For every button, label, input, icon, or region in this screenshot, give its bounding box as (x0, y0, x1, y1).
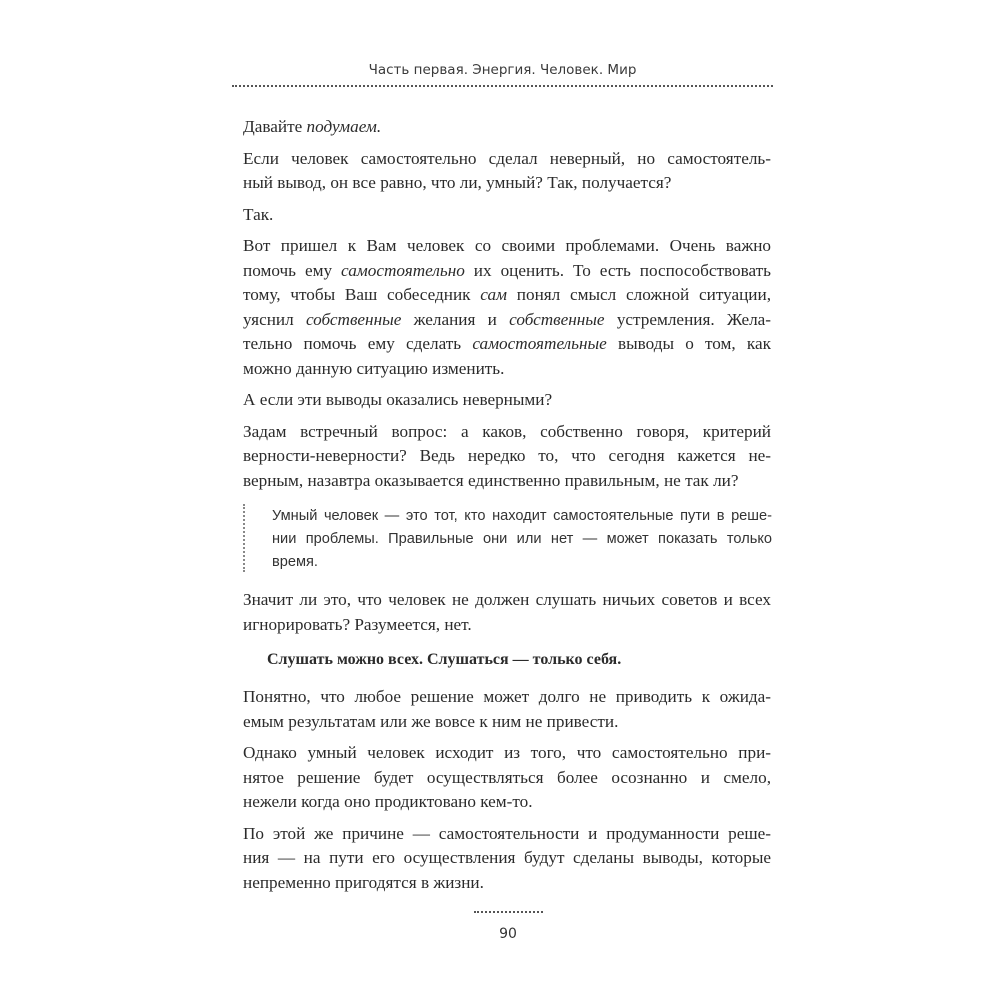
paragraph-line (243, 147, 771, 171)
header-dotted-rule (232, 85, 773, 87)
paragraph-line (243, 283, 771, 307)
page-number: 90 (499, 926, 517, 942)
quote-line (272, 551, 772, 573)
text-span: ния — на пути его осуществления будут сделаны выводы, которые (243, 848, 771, 867)
text-span: ный вывод, он все равно, что ли, умный? Так, получается? (243, 173, 672, 192)
paragraph-line (243, 115, 771, 139)
italic-text: собственные (305, 309, 402, 329)
paragraph-line (243, 357, 771, 381)
text-span: время. (272, 554, 318, 570)
text-span: Понятно, что любое решение может долго не приводить к ожида- (243, 687, 771, 706)
paragraph-line (243, 388, 771, 412)
text-span: нятое решение будет осуществляться более осознанно и смело, (243, 767, 771, 787)
paragraph-line (243, 710, 771, 734)
text-span: устремления. Жела- (604, 309, 771, 329)
paragraph-line (243, 332, 771, 356)
text-span: нежели когда оно продиктовано кем-то. (243, 792, 533, 811)
text-span: верным, назавтра оказывается единственно правильным, не так ли? (243, 470, 739, 490)
text-span: Так. (243, 204, 274, 224)
text-span: Вот пришел к Вам человек со своими проблемами. Очень важно (243, 236, 771, 255)
text-span: Задам встречный вопрос: а каков, собственно говоря, критерий (243, 421, 771, 441)
text-span: желания и (401, 309, 510, 329)
italic-text: самостоятельно (341, 260, 465, 280)
text-span: тому, чтобы Ваш собеседник (243, 285, 481, 304)
paragraph-line (243, 588, 771, 612)
running-header: Часть первая. Энергия. Человек. Мир (368, 62, 637, 78)
paragraph-line (243, 613, 771, 637)
text-span: А если эти выводы оказались неверными? (243, 390, 553, 409)
text-span: можно данную ситуацию изменить. (243, 358, 505, 378)
paragraph-line (243, 420, 771, 444)
italic-text: самостоятельные (472, 334, 607, 353)
paragraph-line (243, 444, 771, 468)
emphasis-line (267, 648, 795, 672)
quote-dotted-bar (243, 504, 245, 572)
quote-line (272, 528, 772, 550)
text-span: тельно помочь ему сделать (243, 334, 473, 353)
text-span: понял смысл сложной ситуации, (507, 285, 771, 304)
text-span: Однако умный человек исходит из того, что самостоятельно при- (243, 743, 771, 762)
paragraph-line (243, 766, 771, 790)
text-span: Слушать можно всех. Слушаться — только себя. (267, 651, 622, 668)
text-span: Если человек самостоятельно сделал неверный, но самостоятель- (243, 148, 771, 168)
text-span: помочь ему (243, 260, 342, 280)
italic-text: сам (480, 285, 508, 304)
text-span: непременно пригодятся в жизни. (243, 872, 484, 892)
paragraph-line (243, 234, 771, 258)
text-span: Умный человек — это тот, кто находит самостоятельные пути в реше- (272, 508, 772, 524)
italic-text: собственные (509, 309, 605, 329)
paragraph-line (243, 469, 771, 493)
paragraph-line (243, 741, 771, 765)
paragraph-line (243, 685, 771, 709)
paragraph-line (243, 308, 771, 332)
text-span: выводы о том, как (606, 334, 771, 353)
text-span: уяснил (243, 309, 306, 329)
text-span: емым результатам или же вовсе к ним не привести. (243, 711, 619, 731)
paragraph-line (243, 871, 771, 895)
paragraph-line (243, 846, 771, 870)
paragraph-line (243, 203, 771, 227)
paragraph-line (243, 790, 771, 814)
text-span: Значит ли это, что человек не должен слушать ничьих советов и всех (243, 590, 771, 609)
quote-line (272, 505, 772, 527)
text-span: Давайте (243, 117, 307, 136)
text-span: их оценить. То есть поспособствовать (464, 260, 771, 280)
paragraph-line (243, 259, 771, 283)
text-span: игнорировать? Разумеется, нет. (243, 614, 472, 634)
text-span: По этой же причине — самостоятельности и продуманности реше- (243, 823, 771, 843)
paragraph-line (243, 822, 771, 846)
text-span: нии проблемы. Правильные они или нет — может показать только (272, 531, 772, 547)
paragraph-line (243, 171, 771, 195)
text-span: верности-неверности? Ведь нередко то, что сегодня кажется не- (243, 446, 771, 465)
italic-text: подумаем. (306, 117, 382, 136)
footer-dotted-rule (474, 911, 543, 913)
